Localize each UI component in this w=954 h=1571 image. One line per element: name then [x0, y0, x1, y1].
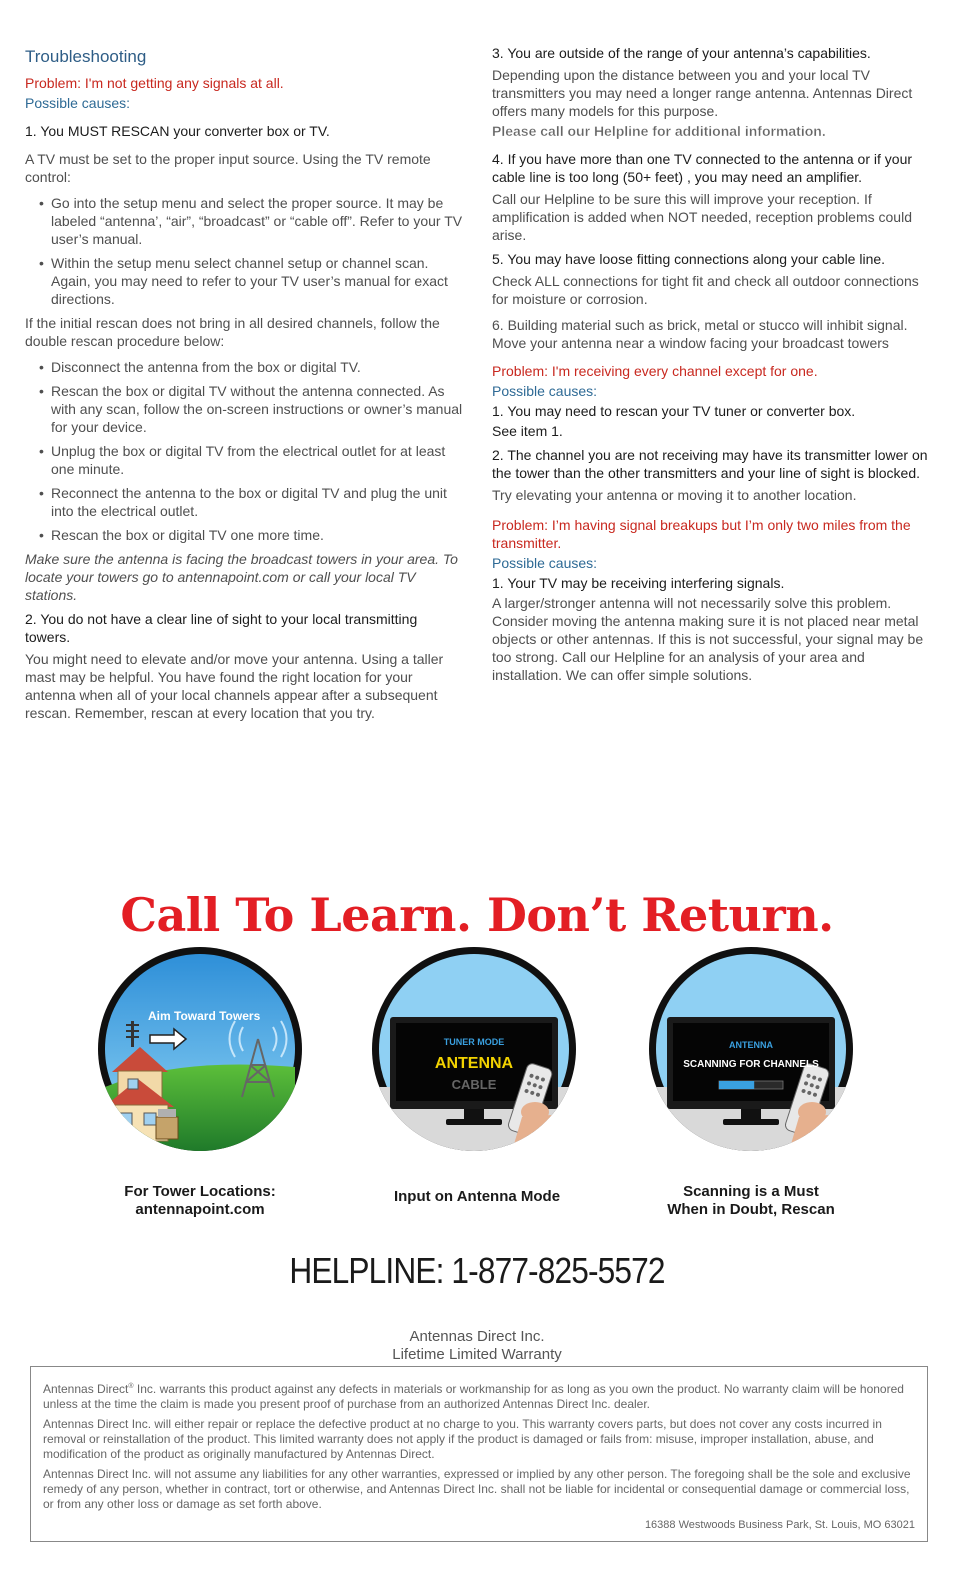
caption-line: Scanning is a Must — [683, 1183, 819, 1200]
screen-scanning-text: SCANNING FOR CHANNELS — [683, 1059, 819, 1070]
scanning-illustration — [649, 947, 853, 1151]
bullet-item: • Rescan the box or digital TV one more time. — [25, 526, 465, 544]
possible-causes-label-3: Possible causes: — [492, 555, 598, 571]
tower-caption — [85, 1183, 315, 1219]
p2-cause-item-2-text: Try elevating your antenna or moving it to another location. — [492, 487, 857, 503]
screen-antenna-option: ANTENNA — [434, 1055, 514, 1072]
p3-cause-item-1-text: A larger/stronger antenna will not necessarily solve this problem. Consider moving the antenna making sure it is not placed near metal objects or other antennas. If this is not successful, your signal may be too strong. Call our Helpline for an analysis of your area and installation. We can offer simple solutions. — [492, 595, 924, 683]
cause-item-5-text: Check ALL connections for tight fit and check all outdoor connections for moisture or corrosion. — [492, 273, 919, 307]
cause-item-3: 3. You are outside of the range of your antenna’s capabilities. — [492, 45, 871, 61]
warranty-brand: Antennas Direct — [43, 1382, 129, 1396]
cause-item-4-text: Call our Helpline to be sure this will improve your reception. If amplification is added when NOT needed, reception problems could arise. — [492, 191, 912, 243]
screen-cable-option: CABLE — [451, 1077, 497, 1092]
possible-causes-label-2: Possible causes: — [492, 383, 598, 399]
bullet-item: • Unplug the box or digital TV from the electrical outlet for at least one minute. — [25, 442, 465, 478]
p3-cause-item-1: 1. Your TV may be receiving interfering signals. — [492, 575, 785, 591]
p2-cause-item-2: 2. The channel you are not receiving may have its transmitter lower on the tower than the other transmitters and your line of sight is blocked. — [492, 447, 928, 481]
setup-bullet-list — [25, 194, 465, 308]
rescan-bullet-list — [25, 358, 465, 544]
cause-item-2-text: You might need to elevate and/or move your antenna. Using a taller mast may be helpful. You have found the right location for your antenna when all of your local channels appear after a subsequent rescan. Remember, rescan at every location that you try. — [25, 651, 444, 721]
warranty-box — [30, 1366, 928, 1542]
cause-item-1: 1. You MUST RESCAN your converter box or TV. — [25, 123, 330, 139]
bullet-item: • Reconnect the antenna to the box or digital TV and plug the unit into the electrical outlet. — [25, 484, 465, 520]
slogan-heading: Call To Learn. Don’t Return. — [120, 888, 834, 942]
section-title: Troubleshooting — [25, 47, 147, 66]
bullet-item: • Disconnect the antenna from the box or digital TV. — [25, 358, 465, 376]
bullet-item: • Within the setup menu select channel setup or channel scan. Again, you may need to refer to your TV user’s manual for exact directions. — [25, 254, 465, 308]
warranty-title: Lifetime Limited Warranty — [392, 1346, 562, 1363]
warranty-heading — [0, 1328, 954, 1364]
company-address: 16388 Westwoods Business Park, St. Louis, MO 63021 — [644, 1519, 915, 1531]
possible-causes-label: Possible causes: — [25, 95, 131, 111]
warranty-company: Antennas Direct Inc. — [409, 1328, 545, 1345]
tower-illustration — [98, 947, 302, 1151]
left-column — [25, 44, 465, 728]
cause-item-2: 2. You do not have a clear line of sight to your local transmitting towers. — [25, 611, 418, 645]
warranty-paragraph-1-text: Inc. warrants this product against any defects in materials or workmanship for as long as you own the product. No warranty claim will be honored unless at the time the claim is made you present proof of purchase from an authorized Antennas Direct Inc. dealer. — [43, 1382, 904, 1411]
right-column — [492, 44, 932, 690]
cause-item-5: 5. You may have loose fitting connections along your cable line. — [492, 251, 886, 267]
helpline-note: Please call our Helpline for additional information. — [492, 123, 826, 139]
scanning-caption — [636, 1183, 866, 1219]
caption-line: Input on Antenna Mode — [393, 1188, 561, 1205]
caption-line: antennapoint.com — [135, 1201, 265, 1218]
caption-line: For Tower Locations: — [124, 1183, 276, 1200]
warranty-paragraph-2: Antennas Direct Inc. will either repair or replace the defective product at no charge to you. This warranty covers parts, but does not cover any costs incurred in removal or reinstallation of the product. This limited warranty does not apply if the product is damaged or fails from: misuse, improper installation, abuse, and modification of the product as originally manufactured by Antennas Direct. — [43, 1417, 882, 1461]
cause-item-1-text: A TV must be set to the proper input source. Using the TV remote control: — [25, 151, 431, 185]
p2-cause-item-1: 1. You may need to rescan your TV tuner or converter box. — [492, 403, 856, 419]
problem-heading: Problem: I'm not getting any signals at all. — [25, 75, 284, 91]
registered-mark: ® — [128, 1383, 134, 1390]
bullet-item: • Rescan the box or digital TV without the antenna connected. As with any scan, follow the on-screen instructions or owner’s manual for your device. — [25, 382, 465, 436]
p2-see-item: See item 1. — [492, 423, 563, 439]
problem-heading-3: Problem: I’m having signal breakups but I’m only two miles from the transmitter. — [492, 517, 911, 551]
warranty-paragraph-3: Antennas Direct Inc. will not assume any liabilities for any other warranties, expressed or implied by any other person. The foregoing shall be the sole and exclusive remedy of any person, whether in contract, tort or otherwise, and Antennas Direct Inc. shall not be liable for incidental or consequential damage or commercial loss, or from any other loss or damage as set forth above. — [43, 1467, 911, 1511]
input-caption — [362, 1188, 592, 1206]
cause-item-4: 4. If you have more than one TV connected to the antenna or if your cable line is too long (50+ feet) , you may need an amplifier. — [492, 151, 913, 185]
bullet-item: • Go into the setup menu and select the proper source. It may be labeled “antenna’, “air”, “broadcast” or “cable off”. Refer to your TV user’s manual. — [25, 194, 465, 248]
caption-line: When in Doubt, Rescan — [667, 1201, 835, 1218]
rescan-intro: If the initial rescan does not bring in all desired channels, follow the double rescan procedure below: — [25, 315, 440, 349]
problem-heading-2: Problem: I'm receiving every channel except for one. — [492, 363, 818, 379]
warranty-paragraph-1 — [43, 1379, 915, 1412]
aim-banner-text: Aim Toward Towers — [148, 1009, 261, 1023]
helpline-number: HELPLINE: 1-877-825-5572 — [289, 1250, 665, 1291]
cause-item-6: 6. Building material such as brick, metal or stucco will inhibit signal. Move your antenna near a window facing your broadcast towers — [492, 317, 908, 351]
tuner-mode-illustration — [372, 947, 576, 1151]
screen-antenna-label: ANTENNA — [729, 1040, 773, 1050]
cause-item-3-text: Depending upon the distance between you and your local TV transmitters you may need a longer range antenna. Antennas Direct offers many models for this purpose. — [492, 67, 913, 119]
screen-tuner-label: TUNER MODE — [443, 1037, 505, 1047]
tower-note: Make sure the antenna is facing the broadcast towers in your area. To locate your towers go to antennapoint.com or call your local TV stations. — [25, 551, 458, 603]
scan-progress-fill — [719, 1081, 754, 1089]
